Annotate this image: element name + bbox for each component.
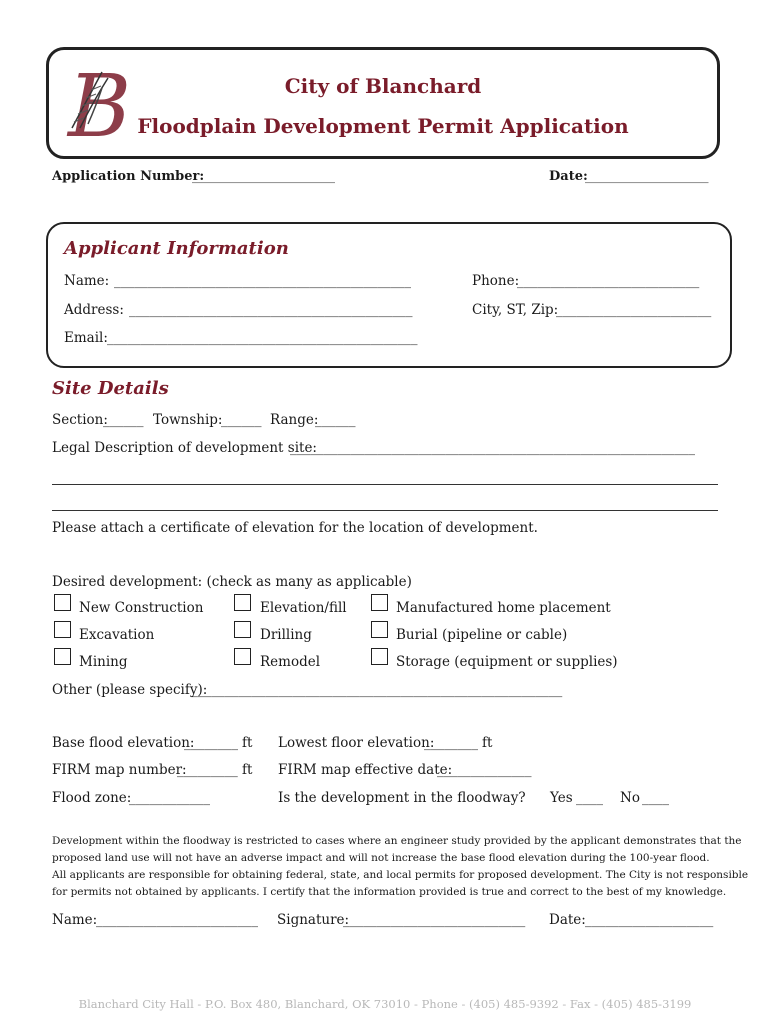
option-elevation-fill: Elevation/fill [260, 600, 347, 616]
flood-zone-field[interactable]: ____________ [129, 790, 210, 806]
checkbox-remodel[interactable] [234, 648, 251, 665]
disclaimer-line-1: Development within the floodway is restricted to cases where an engineer study provided by the applicant demonstrates that the [52, 835, 742, 847]
signature-label: Signature: [277, 912, 350, 928]
applicant-phone-label: Phone: [472, 273, 520, 289]
checkbox-drilling[interactable] [234, 621, 251, 638]
option-manufactured-home: Manufactured home placement [396, 600, 611, 616]
date-field[interactable]: ___________________ [585, 169, 709, 184]
option-remodel: Remodel [260, 654, 321, 670]
floodway-yes-label: Yes [550, 790, 573, 806]
legal-description-field[interactable]: ____________________________________________________________ [290, 440, 695, 456]
development-label: Desired development: (check as many as applicable) [52, 574, 412, 590]
firm-map-number-field[interactable]: _________ [177, 762, 238, 778]
applicant-email-label: Email: [64, 330, 108, 346]
lowest-floor-elevation-label: Lowest floor elevation: [278, 735, 435, 751]
section-field[interactable]: ______ [103, 412, 144, 428]
base-flood-elevation-unit: ft [242, 735, 253, 751]
applicant-city-label: City, ST, Zip: [472, 302, 559, 318]
legal-description-label: Legal Description of development site: [52, 440, 317, 456]
legal-description-line-2[interactable] [52, 484, 718, 485]
township-label: Township: [153, 412, 223, 428]
option-storage: Storage (equipment or supplies) [396, 654, 618, 670]
date-label: Date: [549, 169, 588, 184]
base-flood-elevation-label: Base flood elevation: [52, 735, 195, 751]
floodway-no-field[interactable]: ____ [642, 790, 669, 806]
footer-contact: Blanchard City Hall - P.O. Box 480, Blanchard, OK 73010 - Phone - (405) 485-9392 - Fax - (405) 485-3199 [78, 997, 692, 1011]
application-number-label: Application Number: [52, 169, 205, 184]
signoff-date-label: Date: [549, 912, 586, 928]
other-field[interactable]: _______________________________________________________ [191, 682, 563, 698]
checkbox-burial[interactable] [371, 621, 388, 638]
checkbox-excavation[interactable] [54, 621, 71, 638]
disclaimer-line-3: All applicants are responsible for obtaining federal, state, and local permits for proposed development. The City is not responsible [52, 869, 749, 881]
floodway-question: Is the development in the floodway? [278, 790, 526, 806]
form-title: Floodplain Development Permit Application [137, 114, 629, 138]
legal-description-line-3[interactable] [52, 510, 718, 511]
firm-effective-date-field[interactable]: ______________ [437, 762, 532, 778]
section-label: Section: [52, 412, 108, 428]
disclaimer-line-4: for permits not obtained by applicants. I certify that the information provided is true and correct to the best of my knowledge. [52, 886, 727, 898]
lowest-floor-elevation-unit: ft [482, 735, 493, 751]
applicant-name-field[interactable]: ____________________________________________ [114, 273, 411, 289]
base-flood-elevation-field[interactable]: ________ [184, 735, 238, 751]
floodway-no-label: No [620, 790, 640, 806]
option-drilling: Drilling [260, 627, 312, 643]
applicant-address-label: Address: [64, 302, 124, 318]
option-mining: Mining [79, 654, 128, 670]
option-new-construction: New Construction [79, 600, 204, 616]
applicant-heading: Applicant Information [64, 238, 289, 259]
signoff-name-field[interactable]: ________________________ [96, 912, 258, 928]
signature-field[interactable]: ___________________________ [343, 912, 526, 928]
range-field[interactable]: ______ [315, 412, 356, 428]
checkbox-manufactured-home[interactable] [371, 594, 388, 611]
applicant-city-field[interactable]: _______________________ [556, 302, 712, 318]
applicant-name-label: Name: [64, 273, 110, 289]
firm-map-number-label: FIRM map number: [52, 762, 187, 778]
firm-effective-date-label: FIRM map effective date: [278, 762, 453, 778]
lowest-floor-elevation-field[interactable]: ________ [424, 735, 478, 751]
floodway-yes-field[interactable]: ____ [576, 790, 603, 806]
logo-letter: B [68, 58, 132, 150]
signoff-name-label: Name: [52, 912, 98, 928]
option-burial: Burial (pipeline or cable) [396, 627, 568, 643]
city-title: City of Blanchard [284, 74, 482, 98]
applicant-address-field[interactable]: __________________________________________ [129, 302, 413, 318]
elevation-certificate-note: Please attach a certificate of elevation for the location of development. [52, 520, 538, 536]
application-number-field[interactable]: ______________________ [192, 169, 335, 184]
disclaimer-line-2: proposed land use will not have an adverse impact and will not increase the base flood elevation during the 100-year flood. [52, 852, 710, 864]
firm-map-number-unit: ft [242, 762, 253, 778]
option-excavation: Excavation [79, 627, 155, 643]
other-label: Other (please specify): [52, 682, 208, 698]
checkbox-storage[interactable] [371, 648, 388, 665]
signoff-date-field[interactable]: ___________________ [585, 912, 714, 928]
checkbox-elevation-fill[interactable] [234, 594, 251, 611]
checkbox-mining[interactable] [54, 648, 71, 665]
range-label: Range: [270, 412, 319, 428]
flood-zone-label: Flood zone: [52, 790, 132, 806]
site-heading: Site Details [52, 378, 169, 399]
checkbox-new-construction[interactable] [54, 594, 71, 611]
applicant-email-field[interactable]: ______________________________________________ [107, 330, 418, 346]
township-field[interactable]: ______ [221, 412, 262, 428]
applicant-phone-field[interactable]: ___________________________ [517, 273, 700, 289]
